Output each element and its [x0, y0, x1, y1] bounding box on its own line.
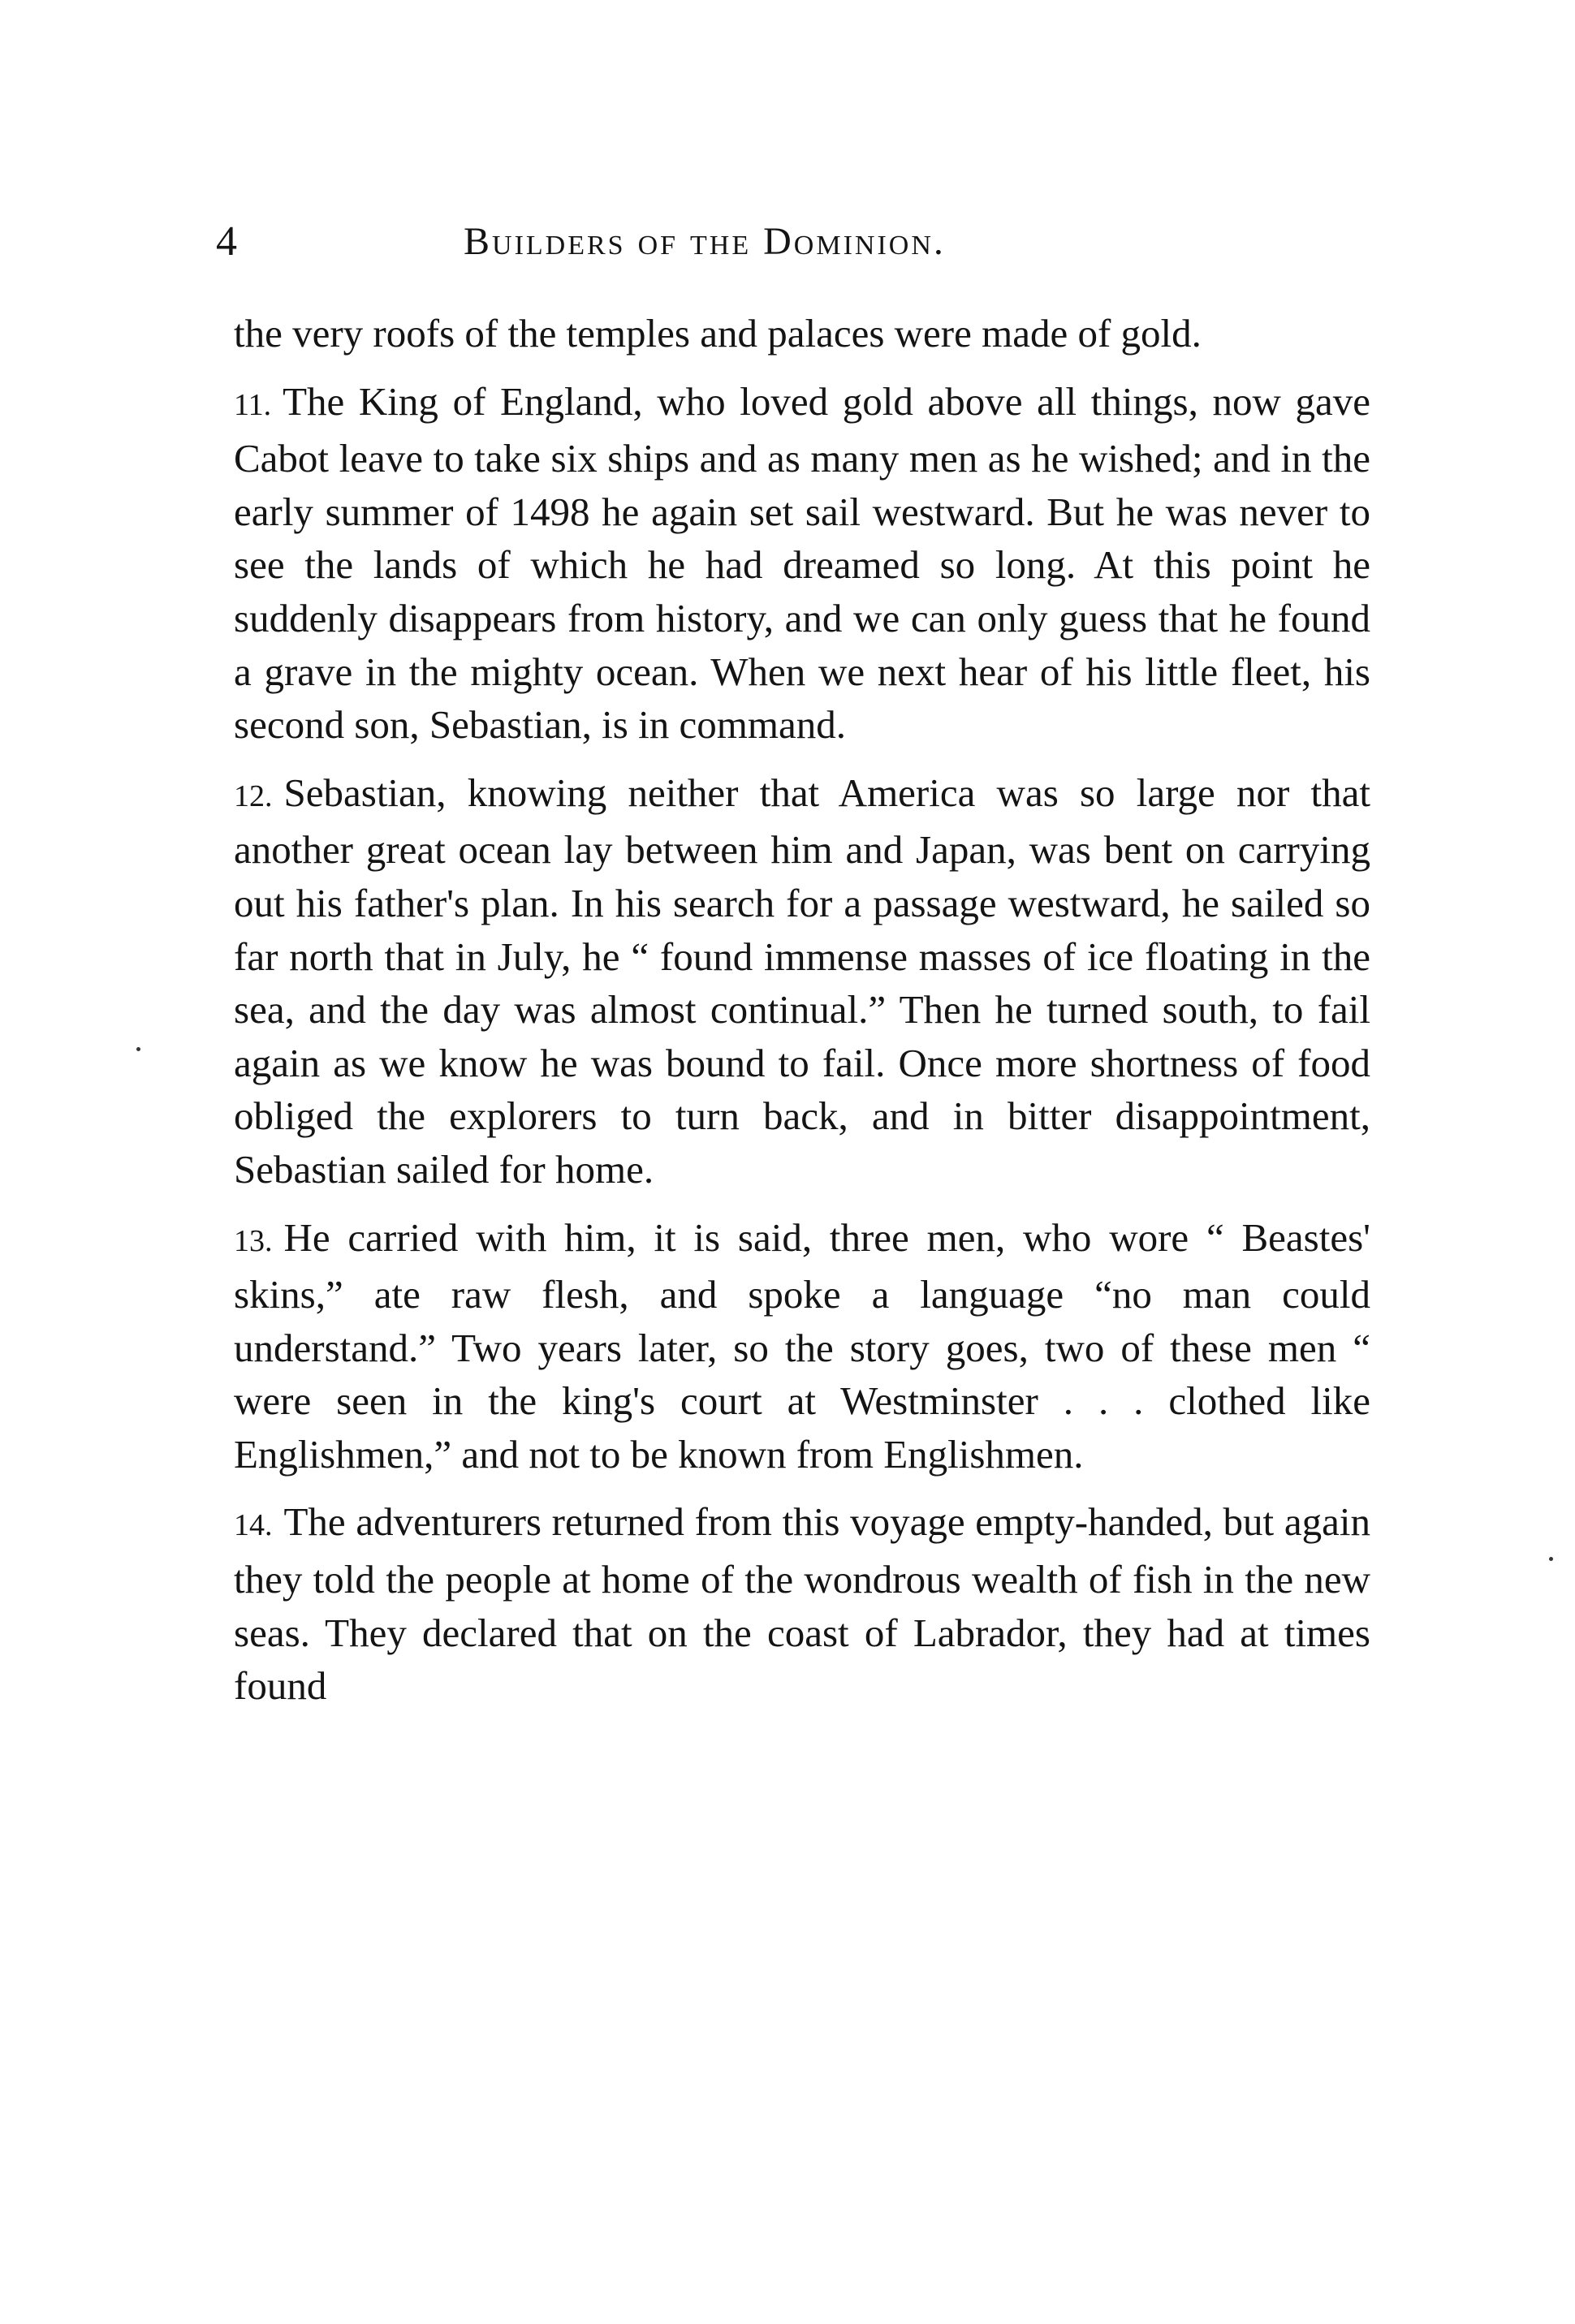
scan-speck: [136, 1047, 140, 1051]
paragraph-number: 14.: [234, 1508, 273, 1543]
paragraph-text: The King of England, who loved gold above all things, now gave Cabot leave to take six ships and as many men as he wished; and in the early summer of 1498 he again set sail westward. But he was never to see the lands of which he had dreamed so long. At this point he suddenly disappears from history, and we can only guess that he found a grave in the mighty ocean. When we next hear of his little fleet, his second son, Sebastian, is in command.: [234, 378, 1370, 748]
paragraph-number: 12.: [234, 778, 273, 813]
paragraph-text: the very roofs of the temples and palaces were made of gold.: [234, 311, 1202, 356]
paragraph-continued: [234, 307, 1370, 360]
scan-speck: [1549, 1557, 1553, 1561]
running-head: Builders of the Dominion.: [464, 220, 946, 263]
paragraph-number: 11.: [234, 387, 272, 422]
paragraph-14: [234, 1495, 1370, 1712]
paragraph-text: He carried with him, it is said, three men, who wore “ Beastes' skins,” ate raw flesh, and spoke a language “no man could understand.” Two years later, so the story goes, two of these men “ were seen in the king's court at Westminster . . . clothed like Englishmen,” and not to be known from Englishmen.: [234, 1214, 1370, 1477]
paragraph-number: 13.: [234, 1223, 273, 1258]
page-number: 4: [216, 218, 237, 265]
paragraph-13: [234, 1211, 1370, 1481]
body-text: [234, 307, 1370, 1727]
paragraph-12: [234, 766, 1370, 1196]
page-header: [216, 218, 1385, 282]
paragraph-11: [234, 375, 1370, 752]
paragraph-text: The adventurers returned from this voyage empty-handed, but again they told the people at home of the wondrous wealth of fish in the new seas. They declared that on the coast of Labrador, they had at times found: [234, 1499, 1370, 1709]
paragraph-text: Sebastian, knowing neither that America was so large nor that another great ocean lay between him and Japan, was bent on carrying out his father's plan. In his search for a passage westward, he sailed so far north that in July, he “ found immense masses of ice floating in the sea, and the day was almost continual.” Then he turned south, to fail again as we know he was bound to fail. Once more shortness of food obliged the explorers to turn back, and in bitter disappointment, Sebastian sailed for home.: [234, 770, 1370, 1192]
